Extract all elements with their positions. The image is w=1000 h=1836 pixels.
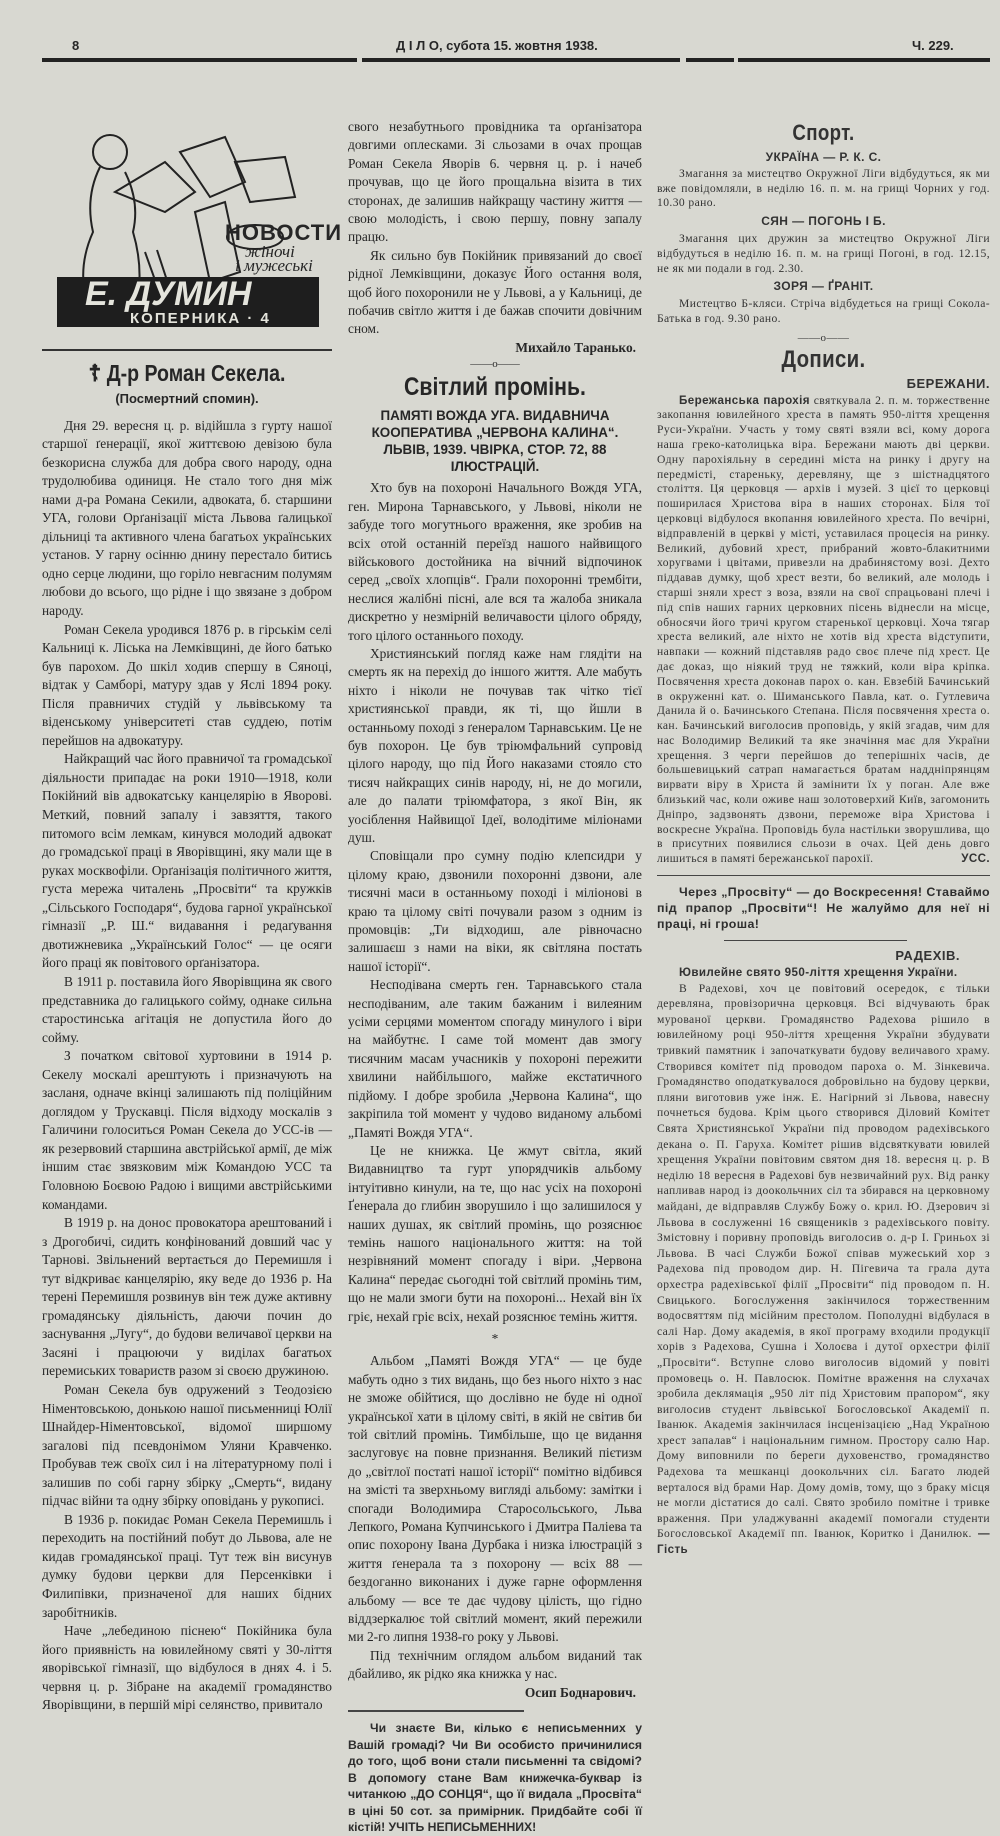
- match-text: Змагання за мистецтво Окружної Ліги відбудуться, як ми вже повідомляли, в неділю 16. п. м. на грищі Чорних у год. 10.30 рано.: [657, 166, 990, 210]
- header-rule: [738, 58, 990, 62]
- divider: [348, 1710, 524, 1712]
- obituary-article: [42, 350, 332, 1715]
- paragraph: Несподівана смерть ген. Тарнавського стала несподіваним, але таким бажаним і вилеяним усіми серцями моментом спогаду минулого і віри на майбутнє. І саме той момент дав змогу тисячним масам учасників у похороні пережити хвилини найбільшого, майже екстатичного підйому. І добре зробила „Червона Калина“, що закріпила той момент у чудово виданому альбомі „Памяті Вождя УГА“.: [348, 977, 642, 1140]
- match-title: УКРАЇНА — Р. К. С.: [765, 150, 882, 164]
- divider: [724, 940, 907, 941]
- ad-shop-name: Е. ДУМИН: [85, 275, 252, 313]
- ad-men: і мужеські: [235, 256, 313, 275]
- paragraph: В 1919 р. на донос провокатора арештований і з Дрогобичі, сидить конфінований довший час у Тарнові. Звільнений вертається до Перемишля і тут відкриває канцелярію, яку веде до 1936 р. На терені Перемишля розвинув він теж дуже активну громадянську діяльність, даючи почин до заснування „Лугу“, до будови величавої церкви на Засяні і працюючи у виділах багатьох перемиських товариств разом зі своєю дружиною.: [42, 1215, 332, 1379]
- paragraph: Сповіщали про сумну подію клепсидри у цілому краю, дзвонили похоронні дзвони, але тисячні маси в останньому поході і міліонові в краю та цілому світі почували разом з одним із промовців: „Ти відходиш, але рівночасно залишаєш з нами на віки, як світляна постать нашої історії“.: [348, 848, 642, 974]
- obituary-subtitle: (Посмертний спомин).: [115, 391, 259, 406]
- ornament-divider: ——o——: [470, 358, 520, 371]
- paragraph: Роман Секела був одружений з Теодозією Німентовською, донькою нашої письменниці Юлії Шнайдер-Німентовської, відомої ширшому загалові під псевдонімом Уляни Кравченко. Пробував теж своїх сил і на літературному полі і залишив по собі гарну збірку „Смерть“, видану підчас війни та одну збірку оповідань у рукописі.: [42, 1381, 332, 1509]
- paragraph: В 1911 р. поставила його Яворівщина як свого представника до галицького сойму, однаке сильна старостинська агітація не допустила його до сойму.: [42, 973, 332, 1045]
- paragraph: свого незабутнього провідника та орґанізатора довгими оплесками. Зі сльозами в очах прощав Роман Секела Яворів 6. червня ц. р. і начеб прочував, що це його прощальна візита в тих сторонах, де залишив найкращу частину життя — свою молодість, і свою першу, повну запалу працю.: [348, 119, 642, 245]
- report-lead: Бережанська парохія: [679, 393, 810, 407]
- prosvita-appeal: Через „Просвіту“ — до Воскресення! Ставаймо під прапор „Просвіти“! Не жалуймо для неї ні праці, ні гроша!: [657, 885, 990, 932]
- paragraph: Роман Секела уродився 1876 р. в гірськім селі Кальниці к. Ліська на Лемківщині, де його батько був парохом. До шкіл ходив спершу в Сяноці, відтак у Самборі, матуру здав у Яслі 1894 року. Після правничих студій у львівському та віденському університеті став суддею, потім перейшов на адвокатуру.: [42, 621, 332, 748]
- paragraph: Найкращий час його правничої та громадської діяльности припадає на роки 1910—1918, коли Покійний вів адвокатську канцелярію в Яворові. Меткий, повний запалу і завзяття, такого питомого всім лемкам, кинувся молодий адвокат до громадської праці в Яворівщині, яку мали ще в руках москвофіли. Орґанізація політичного життя, густа мережа читалень „Просвіти“ та кружків „Сільського Господаря“, будова гарної української гімназії „Р. Ш.“ видавання і редаґування двотижневика „Український Голос“ — це осяги його праці як повітового орґанізатора.: [42, 751, 332, 971]
- header-rule: [686, 58, 734, 62]
- masthead-date: Д І Л О, субота 15. жовтня 1938.: [396, 38, 598, 53]
- obituary-author: Михайло Таранько.: [515, 339, 636, 355]
- header-rule: [42, 58, 357, 62]
- report-text: [657, 981, 990, 1558]
- asterisk-separator: *: [491, 1330, 499, 1346]
- page-number: 8: [72, 38, 80, 53]
- page-header: [40, 38, 990, 60]
- match-title: ЗОРЯ — ҐРАНІТ.: [773, 279, 874, 294]
- right-column: [657, 118, 990, 1558]
- ad-women: жіночі: [245, 242, 295, 261]
- report-subtitle: Ювилейне свято 950-ліття хрещення України.: [679, 965, 958, 979]
- ad-address: КОПЕРНИКА · 4: [130, 310, 271, 327]
- review-title: Світлий промінь.: [404, 373, 586, 402]
- match-text: Змагання цих дружин за мистецтво Окружної Ліги відбудуться в неділю 16. п. м. на грищі Погоні, в год. 12.15, не як ми подали в год. 2.30.: [657, 231, 990, 275]
- paragraph: Наче „лебединою піснею“ Покійника була його приявність на ювилейному святі у 30-ліття яворівської гімназії, що відбулося в днях 4. і 5. червня ц. р. Зібране на академії громадянство Яворівщини, в першій мірі селянство, привитало: [42, 1623, 332, 1713]
- issue-number: Ч. 229.: [912, 38, 954, 53]
- report-author: — Гість: [657, 1527, 990, 1557]
- match-text: Мистецтво Б-кляси. Стріча відбудеться на грищі Сокола-Батька в год. 9.30 рано.: [657, 297, 990, 325]
- advertisement-dumyn: [45, 122, 343, 347]
- place-radekhiv: РАДЕХІВ.: [895, 948, 960, 964]
- paragraph: Хто був на похороні Начального Вождя УГА, ген. Мирона Тарнавського, у Львові, ніколи не забуде того могутнього враження, яке зробив на всіх отой останній переїзд нашого найвищого військового достойника на вічний відпочинок серед „своїх хлопців“. Грали похоронні трембіти, неслися жалібні пісні, але вся та жалоба зникала дискретно у незмірній величавости цілого обряду, того цілого останнього походу.: [348, 480, 642, 643]
- review-subtitle: ПАМЯТІ ВОЖДА УГА. ВИДАВНИЧА КООПЕРАТИВА „ЧЕРВОНА КАЛИНА“. ЛЬВІВ, 1939. ЧВІРКА, СТОР. 72, 88 ІЛЮСТРАЦІЙ.: [371, 408, 619, 475]
- sport-title: Спорт.: [792, 120, 855, 145]
- report-text: святкувала 2. п. м. торжественне закопання ювилейного хреста в память 950-ліття хрещення Руси-України. Участь у тому святі взяли всі, кому дорога наша греко-католицька віра. Бережани мають дві церкви. Одну парохіяльну в середині міста на ринку і другу на передмісті, стареньку, деревляну, ще з шістнадцятого століття. Ця церковця — архів і музей. З цієї то церковці поширилася Христова віра в наших сторонах. Біля тої церковці відбулося вкопання ювилейного хреста. По вечірні, відправленій в церкві у місті, уставилася процесія на ринку. Великий, дубовий хрест, прибраний жовто-блакитними хоругвами і цвітами, привезли на драбинястому возі. Дехто піддавав думку, щоб хрест везти, бо великий, але молодь і старші зняли хрест з воза, взяли на свої спрацьовані плечі і під спів наших гарних церковних пісень віднесли на місце, обносячи його тричі кругом старенької церковці. Хоча тягар хреста великий, але ніхто не хотів від хреста відступити, навпаки — кожний підставляв радо своє плече під хрест. Це дає доказ, що ніякий труд не тяжкий, коли віра кріпка. Посвячення хреста доконав парох о. кан. Евзебій Бачинський в окруженні кат. о. Шиманського Павла, кат. о. Гутлевича Данила й о. Бачинського Степана. Після посвячення хреста о. кан. Бачинський виголосив проповідь, у якій згадав, чим для нас Володимир Великий та яке значіння має для України хрещення. З черги перейшов до теперішніх часів, де большевицький сатрап намагається братам наддніпрянцям вирвати віру в Христа й замінити їх у поган. Але вже близький час, коли оживе наш золотоверхий Київ, загомонить Дніпро, задзвонять дзвони, переможе віра Христова і воскресне Україна. Проповідь була настільки зворушлива, що в присутних появилися сльози в очах. Цей день довго лишиться в памяті бережанської парохії.: [657, 393, 990, 866]
- paragraph: В 1936 р. покидає Роман Секела Перемишль і переходить на постійний побут до Львова, але не кидав громадянської праці. Тут теж він висунув думку будови церкви для Персенківки і Филипівки, призначеної для наших бідних заробітників.: [42, 1511, 332, 1620]
- cross-icon: ☦: [88, 360, 102, 386]
- middle-column: [348, 118, 642, 1836]
- report-body: В Радехові, хоч це повітовий осередок, є тільки деревляна, провізорична церковця. Всі відчувають брак мурованої церкви. Громадянство Радехова рішило в ювилейному році 950-ліття хрещення України збудувати тривкий памятник і започаткувати будову величавого храму. Створився комітет під проводом пароха о. М. Зінкевича. Громадянство оподаткувалося добровільно на будову церкви, пляни виготовив уже інж. Е. Нагірний зі Львова, навесну почнеться будова. Крім цього створився Діловий Комітет Свята Християнської України під проводом радехівського декана о. П. Гаруха. Комітет рішив відсвяткувати ювилей хрещення України повітовим святом дня 18. вересня ц. р. В неділю 18 вересня в Радехові був незвичайний рух. Від ранку напливав народ із доокольчних сіл та збирався на церковному майдані, де відправляв Службу Божу о. крил. Ю. Дзерович зі Львова в сослуженні 16 священиків з радехівського повіту. Змістовну і поривну проповідь виголосив о. д-р І. Гриньох зі Львова. В часі Служби Божої співав мужеський хор з Радехова під проводом дир. Н. Пігевича та грала дута орхестра радехівської філії „Просвіти“ під проводом п. Н. Свицького. Богослуження закінчилося торжественним водосвяттям під місійним престолом. Пополудні відбулася в салі Нар. Дому академія, в якої програму входили продукції хорів з Радехова, Сушна і Холоєва і дутої орхестри філії „Просвіти“. Вступне слово виголосив відомий у повіті промовець о. Н. Павлосюк. Помітне враження на слухачах зробила деклямація „950 літ під Христовим прапором“, яку виголосив студент львівської Богословської Академії п. Іванюк. Академія закінчилася інсценізацією „Над Україною хрест запалав“ і національним гимном. Простору салю Нар. Дому виповнили по береги духовенство, громадянство Радехова та мешканці доокольчних сіл. Багато людей верталося від брами Нар. Дому домів, тому, що з браку місця не могли дістатися до салі. Свято зробило помітне і тривке враження. При уладжуванні академії помогали студенти Богословської Академії пп. Іванюк, Коритко і Данилюк.: [657, 981, 990, 1541]
- review-author: Осип Боднарович.: [524, 1684, 636, 1700]
- ornament-divider: ——o——: [797, 331, 850, 344]
- paragraph: Християнський погляд каже нам глядіти на смерть як на перехід до іншого життя. Але мабуть ніхто і ніколи не почував так чітко тієї християнської правди, як ті, що йшли в останньому поході з ґенералом Тарнавським. Це не був похорон. Це був тріюмфальний супровід цілого народу, що під Його наказами стояло сто тисяч найкращих синів народу, ні, не до могили, але до палати тріюмфатора, з якої Він, як уосіблення Найвищої Ідеї, володітиме міліонами душ.: [348, 645, 642, 845]
- paragraph: Це не книжка. Це жмут світла, який Видавництво та гурт упорядчиків альбому інтуітивно кинули, на те, що нас усіх на похороні Ґенерала до глибин зворушило і що залишилося у наших душах, як світлий промінь, що розяснює темінь нашого національного життя: на той незрівняний момент спогаду і віри. „Червона Калина“ передає сьогодні той світлий промінь тим, що не мали змоги бути на похороні... Нехай він їх гріє, нехай гріє всіх, нехай розяснює темінь життя.: [348, 1142, 642, 1324]
- divider: [657, 875, 990, 876]
- ad-novosti: НОВОСТИ: [225, 220, 343, 245]
- header-rule: [362, 58, 680, 62]
- obituary-title: Д-р Роман Секела.: [106, 360, 286, 386]
- paragraph: Дня 29. вересня ц. р. відійшла з гурту нашої старшої ґенерації, якої життєвою девізою була безкорисна служба для добра свого народу, одна трудолюбива одиниця. Не стало того дня між нами д-ра Романа Секили, адвоката, б. старшини УГА, голови Орґанізації міста Львова ґалицької дільниці та активного члена багатьох українських установ. У гарну осінню днину перестало битись одно серце людини, що горіло невгасним полумям любови до всього, що рідне і що звязане з добром народу.: [42, 417, 332, 619]
- paragraph: Альбом „Памяті Вождя УГА“ — це буде мабуть одно з тих видань, що без нього ніхто з нас не зможе обійтися, що дослівно не буде ні одної української хати в цілому світі, в якій не світив би той світлий промінь. Тимбільше, що це видання заслуговує на повне признання. Великий пієтизм до „світлої постаті нашої історії“ помітно відбився на змісті та зверхньому вигляді альбому: замітки і спогади Володимира Старосольського, Льва Лепкого, Романа Купчинського і Дмитра Паліева та опис похорону Івана Дурбака і низка ілюстрацій з життя ґенерала та з похорону — всіх 88 — бездоганно виконаних і дуже гарне оформлення альбому — все те дає чудову цілість, що гідно віддзеркалює той світлий момент, який пережили ми 2-го липня 1938-го року у Львові.: [348, 1353, 642, 1645]
- report-author: УСС.: [961, 852, 990, 866]
- paragraph: З початком світової хуртовини в 1914 р. Секелу москалі арештують і призначують на засланя, одначе вкінці залишають під поліційним доглядом у Трускавці. Після відходу москалів з Галичини голоситься Роман Секела до УСС-ів — як резервовий старшина австрійської армії, де між іншим стає звязковим між Командою УСС та Головною Боєвою Радою і вищими австрійськими командами.: [42, 1048, 332, 1212]
- literacy-notice: Чи знаєте Ви, кілько є неписьменних у Вашій громаді? Чи Ви особисто причинилися до того, щоб вони стали письменні та свідомі? В допомогу стане Вам книжечка-буквар із читанкою „ДО СОНЦЯ“, що її видала „Просвіта“ в ціні 50 сот. за примірник. Придбайте собі її кістій! УЧІТЬ НЕПИСЬМЕННИХ!: [348, 1721, 642, 1835]
- match-title: СЯН — ПОГОНЬ І Б.: [761, 214, 886, 229]
- paragraph: Як сильно був Покійник привязаний до своєї рідної Лемківщини, доказує Його остання воля, щоб його похоронили не у Львові, а у Кальниці, де побачив світло життя і де бажав спочити довічним сном.: [348, 247, 642, 337]
- place-berezhany: БЕРЕЖАНИ.: [906, 375, 990, 391]
- reports-title: Дописи.: [781, 345, 866, 373]
- paragraph: Під технічним оглядом альбом виданий так дбайливо, як рідко яка книжка у нас.: [348, 1647, 642, 1682]
